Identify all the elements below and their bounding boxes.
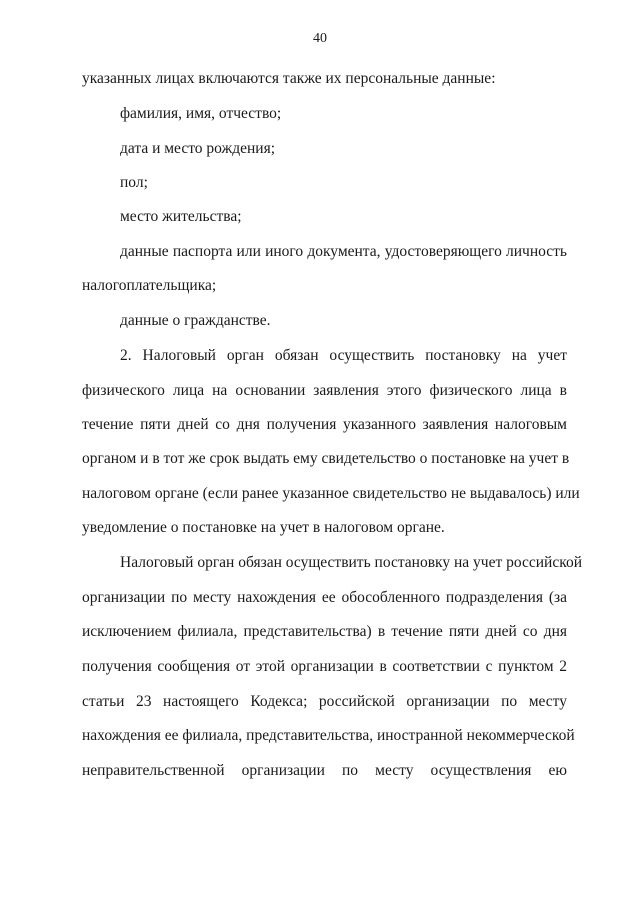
text-line: налоговом органе (если ранее указанное свидетельство не выдавалось) или [82,485,580,502]
text-line: неправительственной организации по месту осуществления ею [82,762,567,779]
text-line: исключением филиала, представительства) в течение пяти дней со дня [82,623,567,640]
text-line: данные о гражданстве. [120,312,271,329]
page-number: 40 [313,31,327,46]
text-line: пол; [120,174,148,191]
text-line: Налоговый орган обязан осуществить постановку на учет российской [120,554,583,571]
text-line: уведомление о постановке на учет в налоговом органе. [82,519,445,536]
text-line: органом и в тот же срок выдать ему свидетельство о постановке на учет в [82,450,570,467]
text-line: течение пяти дней со дня получения указанного заявления налоговым [82,416,567,433]
text-line: получения сообщения от этой организации в соответствии с пунктом 2 [82,658,567,675]
text-line: нахождения ее филиала, представительства, иностранной некоммерческой [82,727,575,744]
text-line: дата и место рождения; [120,140,276,157]
text-line: место жительства; [120,208,242,225]
text-line: данные паспорта или иного документа, удостоверяющего личность [120,243,567,260]
text-line: организации по месту нахождения ее обособленного подразделения (за [82,589,567,606]
text-line: указанных лицах включаются также их персональные данные: [82,70,496,87]
text-line: 2. Налоговый орган обязан осуществить постановку на учет [120,347,567,364]
text-line: статьи 23 настоящего Кодекса; российской организации по месту [82,693,567,710]
text-line: физического лица на основании заявления этого физического лица в [82,382,567,399]
text-line: налогоплательщика; [82,277,217,294]
text-line: фамилия, имя, отчество; [120,105,282,122]
